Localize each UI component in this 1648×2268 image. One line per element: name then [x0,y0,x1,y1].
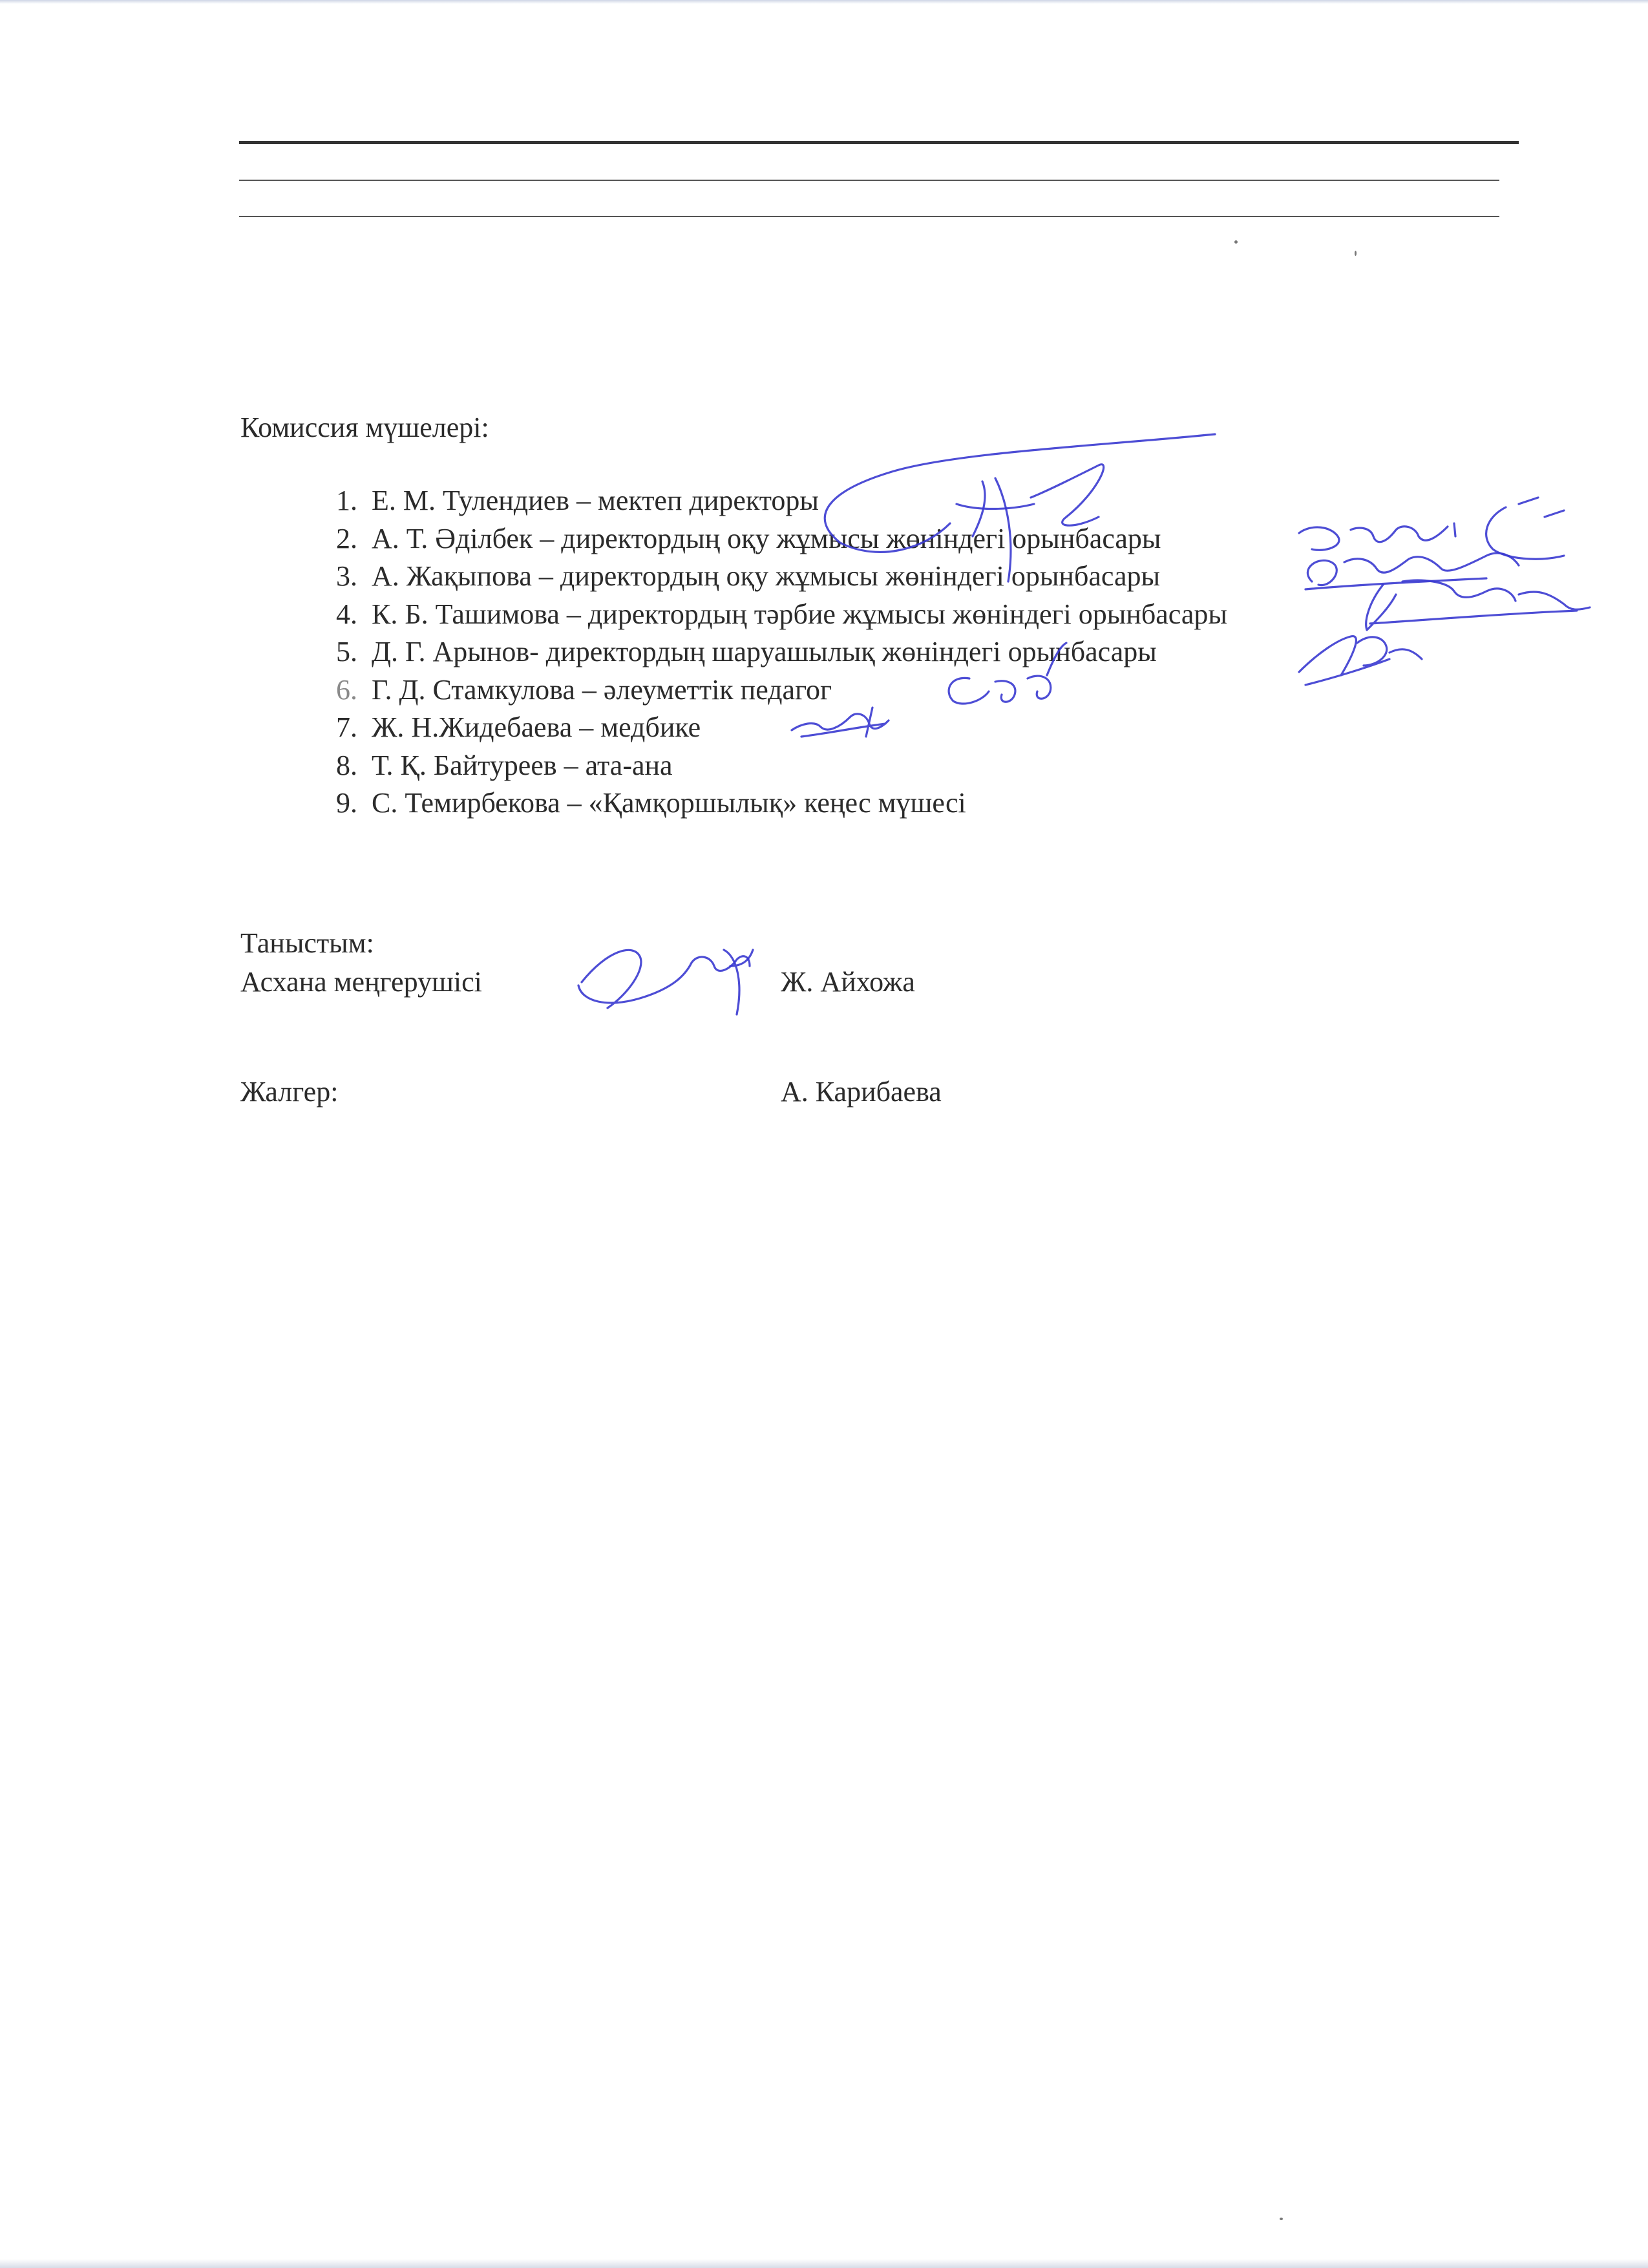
scan-speck [1280,2218,1283,2220]
signature-5 [1299,636,1422,685]
list-item-number: 5. [336,636,357,667]
signature-2 [1299,498,1564,559]
list-item-number: 2. [336,522,357,554]
list-item [336,709,1227,747]
scan-speck [1234,240,1238,244]
acknowledged-label: Таныстым: [240,927,374,959]
list-item-text: С. Темирбекова – «Қамқоршылық» кеңес мүшесі [372,787,966,819]
signature-4 [1366,580,1590,630]
list-item-number: 8. [336,749,357,781]
signature-8 [578,950,753,1014]
acknowledged-role: Асхана меңгерушісі [240,966,482,998]
acknowledged-name: Ж. Айхожа [781,966,915,998]
top-rule-thin-1 [239,180,1499,181]
list-item [336,671,1227,709]
tenant-name: А. Карибаева [781,1076,942,1108]
list-item-number: 4. [336,598,357,630]
list-item-text: Г. Д. Стамкулова – әлеуметтік педагог [372,673,832,706]
list-item-text: Т. Қ. Байтуреев – ата-ана [372,749,673,781]
scan-speck [1355,251,1357,256]
top-rule-thick [239,141,1519,144]
signature-3 [1305,553,1519,589]
list-item-number: 1. [336,485,357,516]
list-item-number: 7. [336,711,357,743]
list-item-text: К. Б. Ташимова – директордың тәрбие жұмысы жөніндегі орынбасары [372,598,1227,630]
list-item-number: 6. [336,673,357,706]
list-item-text: А. Жақыпова – директордың оқу жұмысы жөніндегі орынбасары [372,560,1161,592]
commission-heading: Комиссия мүшелері: [240,412,489,443]
list-item-text: Ж. Н.Жидебаева – медбике [372,711,701,743]
list-item-number: 3. [336,560,357,592]
tenant-role: Жалгер: [240,1076,339,1108]
list-item [336,633,1227,671]
list-item [336,482,1227,520]
list-item [336,747,1227,785]
list-item-text: Е. М. Тулендиев – мектеп директоры [372,485,819,516]
list-item [336,596,1227,634]
top-rule-thin-2 [239,216,1499,217]
commission-members-list [336,482,1227,823]
list-item-number: 9. [336,787,357,819]
list-item [336,520,1227,558]
scan-edge-top [0,0,1648,4]
list-item-text: А. Т. Әділбек – директордың оқу жұмысы жөніндегі орынбасары [372,522,1161,554]
list-item-text: Д. Г. Арынов- директордың шаруашылық жөніндегі орынбасары [372,636,1157,667]
list-item [336,784,1227,823]
list-item [336,558,1227,596]
scan-edge-bottom [0,2259,1648,2268]
